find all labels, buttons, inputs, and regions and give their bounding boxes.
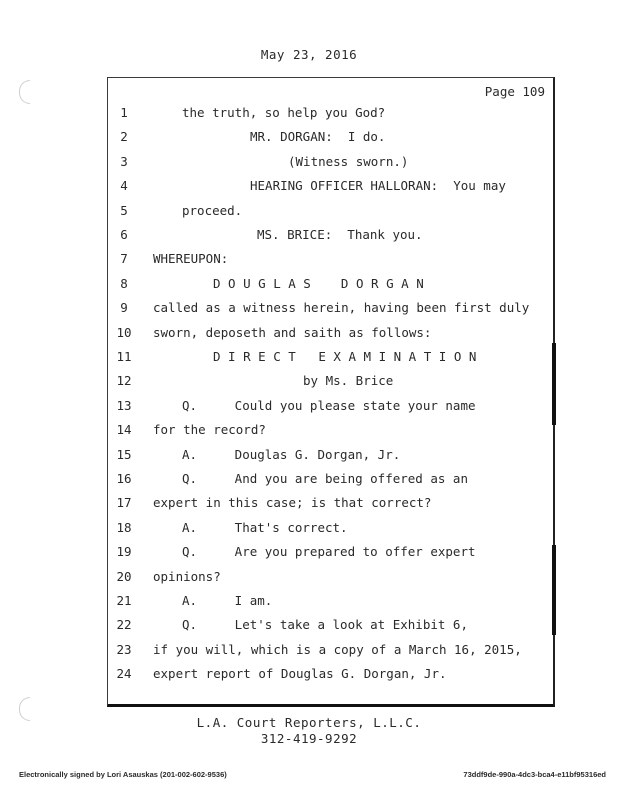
line-number: 19 (116, 544, 132, 560)
transcript-line-text: Q. And you are being offered as an (182, 471, 468, 486)
transcript-line-text: for the record? (153, 422, 266, 438)
transcript-line-text: proceed. (182, 202, 243, 218)
court-reporter-name: L.A. Court Reporters, L.L.C. (196, 715, 422, 730)
right-edge-bar-1 (552, 343, 556, 425)
line-number: 11 (116, 349, 132, 364)
transcript-line-text: expert report of Douglas G. Dorgan, Jr. (153, 666, 447, 682)
transcript-line-text: A. I am. (182, 593, 273, 608)
transcript-line-text: A. Douglas G. Dorgan, Jr. (182, 446, 401, 462)
line-number: 14 (116, 422, 132, 438)
transcript-line-text: (Witness sworn.) (288, 153, 409, 169)
transcript-line-text: Q. Are you prepared to offer expert (182, 544, 476, 560)
transcript-line-text: WHEREUPON: (153, 251, 229, 267)
binding-hole-mark-top (19, 80, 30, 104)
transcript-line-text: Q. Could you please state your name (182, 397, 476, 413)
transcript-line-text: D I R E C T E X A M I N A T I O N (213, 349, 477, 364)
transcript-line-text: HEARING OFFICER HALLORAN: You may (250, 178, 506, 194)
transcript-line-text: opinions? (153, 568, 221, 584)
line-number: 1 (120, 105, 128, 120)
document-date: May 23, 2016 (260, 47, 358, 62)
line-number: 20 (116, 568, 132, 584)
line-number: 3 (120, 153, 128, 169)
line-number: 2 (120, 129, 128, 145)
line-number: 15 (116, 446, 132, 462)
line-number: 17 (116, 495, 132, 511)
court-reporter-phone: 312-419-9292 (260, 731, 358, 746)
line-number: 6 (120, 227, 128, 242)
line-number: 4 (120, 178, 128, 194)
line-number: 22 (116, 617, 132, 633)
line-number: 23 (116, 641, 132, 657)
document-hash: 73ddf9de-990a-4dc3-bca4-e11bf95316ed (463, 770, 606, 779)
transcript-line-text: by Ms. Brice (303, 373, 394, 389)
line-number: 8 (120, 275, 128, 291)
line-number: 12 (116, 373, 132, 389)
transcript-line-text: A. That's correct. (182, 519, 348, 535)
transcript-page-frame (107, 77, 555, 707)
line-number: 24 (116, 666, 132, 682)
page-number: Page 109 (484, 84, 545, 99)
transcript-line-text: MR. DORGAN: I do. (250, 129, 386, 145)
transcript-line-text: Q. Let's take a look at Exhibit 6, (182, 617, 468, 633)
transcript-line-text: called as a witness herein, having been first duly (153, 300, 530, 316)
line-number: 5 (120, 202, 128, 218)
transcript-line-text: the truth, so help you God? (182, 105, 386, 120)
line-number: 10 (116, 324, 132, 340)
line-number: 21 (116, 593, 132, 608)
right-edge-bar-2 (552, 545, 556, 635)
transcript-line-text: MS. BRICE: Thank you. (257, 227, 423, 242)
line-number: 9 (120, 300, 128, 316)
line-number: 16 (116, 471, 132, 486)
transcript-line-text: if you will, which is a copy of a March 16, 2015, (153, 641, 522, 657)
line-number: 7 (120, 251, 128, 267)
electronic-signature: Electronically signed by Lori Asauskas (201-002-602-9536) (19, 770, 227, 779)
line-number: 18 (116, 519, 132, 535)
transcript-line-text: expert in this case; is that correct? (153, 495, 432, 511)
transcript-line-text: D O U G L A S D O R G A N (213, 275, 424, 291)
line-number: 13 (116, 397, 132, 413)
transcript-line-text: sworn, deposeth and saith as follows: (153, 324, 432, 340)
